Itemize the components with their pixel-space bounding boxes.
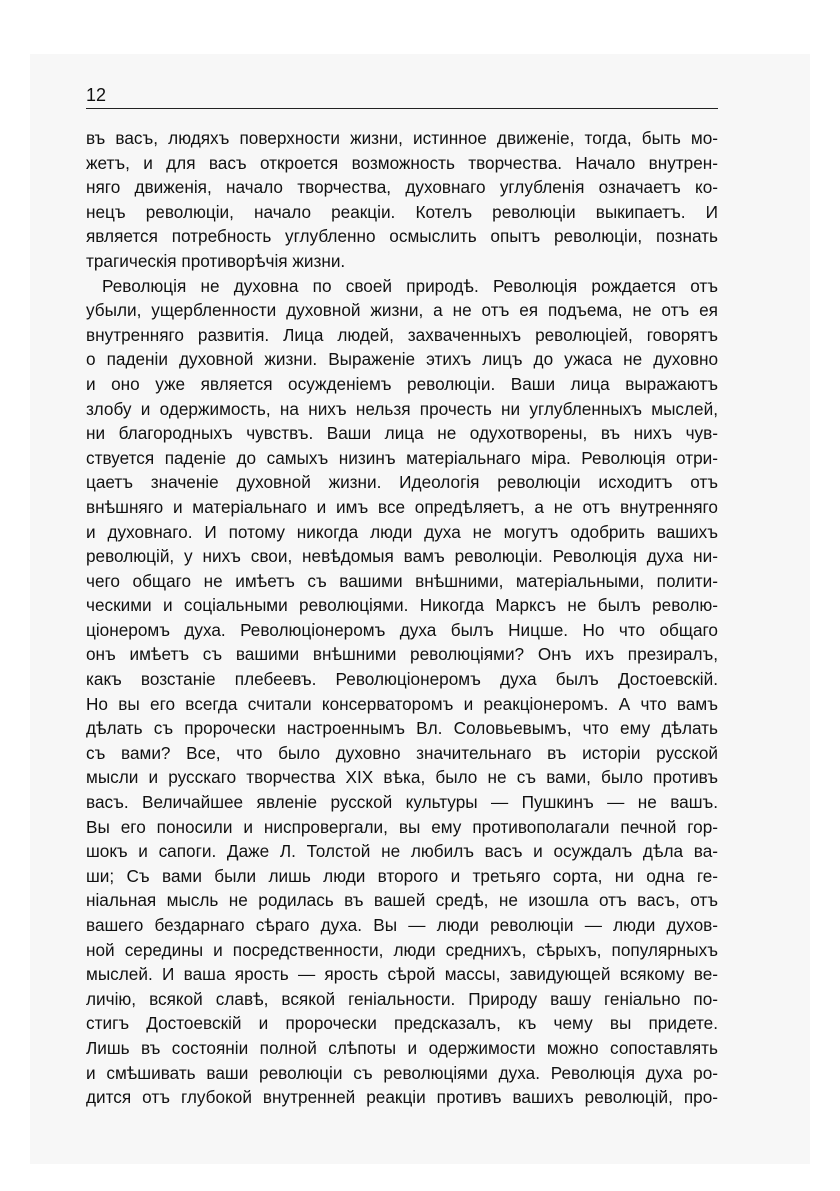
text-line: шокъ и сапоги. Даже Л. Толстой не любилъ васъ и осуждалъ дѣла ва- xyxy=(86,841,718,862)
text-line: дится отъ глубокой внутренней реакціи противъ вашихъ революцій, про- xyxy=(86,1087,718,1108)
text-line: и оно уже является осужденіемъ революціи. Ваши лица выражаютъ xyxy=(86,373,718,394)
text-line: васъ. Величайшее явленіе русской культуры — Пушкинъ — не вашъ. xyxy=(86,792,718,813)
text-line: и смѣшивать ваши революціи съ революціями духа. Революція духа ро- xyxy=(86,1062,718,1083)
text-line: является потребность углубленно осмыслить опытъ революціи, познать xyxy=(86,226,718,247)
text-line: онъ имѣетъ съ вашими внѣшними революціями? Онъ ихъ презиралъ, xyxy=(86,644,718,665)
text-line: ніальная мысль не родилась въ вашей средѣ, не изошла отъ васъ, отъ xyxy=(86,890,718,911)
text-line: ціонеромъ духа. Революціонеромъ духа былъ Ницше. Но что общаго xyxy=(86,619,718,640)
text-line: ствуется паденіе до самыхъ низинъ матеріальнаго міра. Революція отри- xyxy=(86,447,718,468)
text-line: въ васъ, людяхъ поверхности жизни, истинное движеніе, тогда, быть мо- xyxy=(86,128,718,148)
text-line: няго движенія, начало творчества, духовнаго углубленія означаетъ ко- xyxy=(86,177,718,198)
text-line: ной середины и посредственности, люди среднихъ, сѣрыхъ, популярныхъ xyxy=(86,939,718,960)
text-line: ши; Съ вами были лишь люди второго и третьяго сорта, ни одна ге- xyxy=(86,865,718,886)
text-line: стигъ Достоевскій и пророчески предсказалъ, къ чему вы придете. xyxy=(86,1013,718,1034)
text-line: цаетъ значеніе духовной жизни. Идеологія революціи исходитъ отъ xyxy=(86,472,718,493)
text-line: мысли и русскаго творчества XIX вѣка, было не съ вами, было противъ xyxy=(86,767,718,788)
text-line: трагическія противорѣчія жизни. xyxy=(86,250,346,271)
text-line: съ вами? Все, что было духовно значительнаго въ исторіи русской xyxy=(86,742,718,763)
text-line: нецъ революціи, начало реакціи. Котелъ революціи выкипаетъ. И xyxy=(86,201,718,222)
text-line: Вы его поносили и ниспровергали, вы ему противополагали печной гор- xyxy=(86,816,718,837)
text-line: убыли, ущербленности духовной жизни, а не отъ ея подъема, не отъ ея xyxy=(86,300,718,321)
text-line: личію, всякой славѣ, всякой геніальности. Природу вашу геніально по- xyxy=(86,988,718,1009)
text-line: о паденіи духовной жизни. Выраженіе этихъ лицъ до ужаса не духовно xyxy=(86,349,718,370)
text-line: внутренняго развитія. Лица людей, захваченныхъ революціей, говорятъ xyxy=(86,324,718,345)
text-line: внѣшняго и матеріальнаго и имъ все опредѣляетъ, а не отъ внутренняго xyxy=(86,496,718,517)
text-line: Но вы его всегда считали консерваторомъ и реакціонеромъ. А что вамъ xyxy=(86,693,718,714)
body-text xyxy=(86,126,718,1110)
text-line: революцій, у нихъ свои, невѣдомыя вамъ революціи. Революція духа ни- xyxy=(86,546,718,567)
text-line: жетъ, и для васъ откроется возможность творчества. Начало внутрен- xyxy=(86,152,718,173)
text-line: мыслей. И ваша ярость — ярость сѣрой массы, завидующей всякому ве- xyxy=(86,964,718,985)
page-header xyxy=(86,84,718,109)
text-line: вашего бездарнаго сѣраго духа. Вы — люди революціи — люди духов- xyxy=(86,915,718,935)
text-line: Революція не духовна по своей природѣ. Революція рождается отъ xyxy=(102,275,718,296)
text-line: и духовнаго. И потому никогда люди духа не могутъ одобрить вашихъ xyxy=(86,521,718,542)
text-line: ческими и соціальными революціями. Никогда Марксъ не былъ револю- xyxy=(86,595,718,616)
text-line: дѣлать съ пророчески настроеннымъ Вл. Соловьевымъ, что ему дѣлать xyxy=(86,718,718,739)
text-line: злобу и одержимость, на нихъ нельзя прочесть ни углубленныхъ мыслей, xyxy=(86,398,718,419)
text-line: ни благородныхъ чувствъ. Ваши лица не одухотворены, въ нихъ чув- xyxy=(86,423,718,444)
text-line: Лишь въ состояніи полной слѣпоты и одержимости можно сопоставлять xyxy=(86,1037,718,1058)
text-line: чего общаго не имѣетъ съ вашими внѣшними, матеріальными, полити- xyxy=(86,570,718,591)
text-line: какъ возстаніе плебеевъ. Революціонеромъ духа былъ Достоевскій. xyxy=(86,669,718,690)
page-number: 12 xyxy=(86,85,107,105)
